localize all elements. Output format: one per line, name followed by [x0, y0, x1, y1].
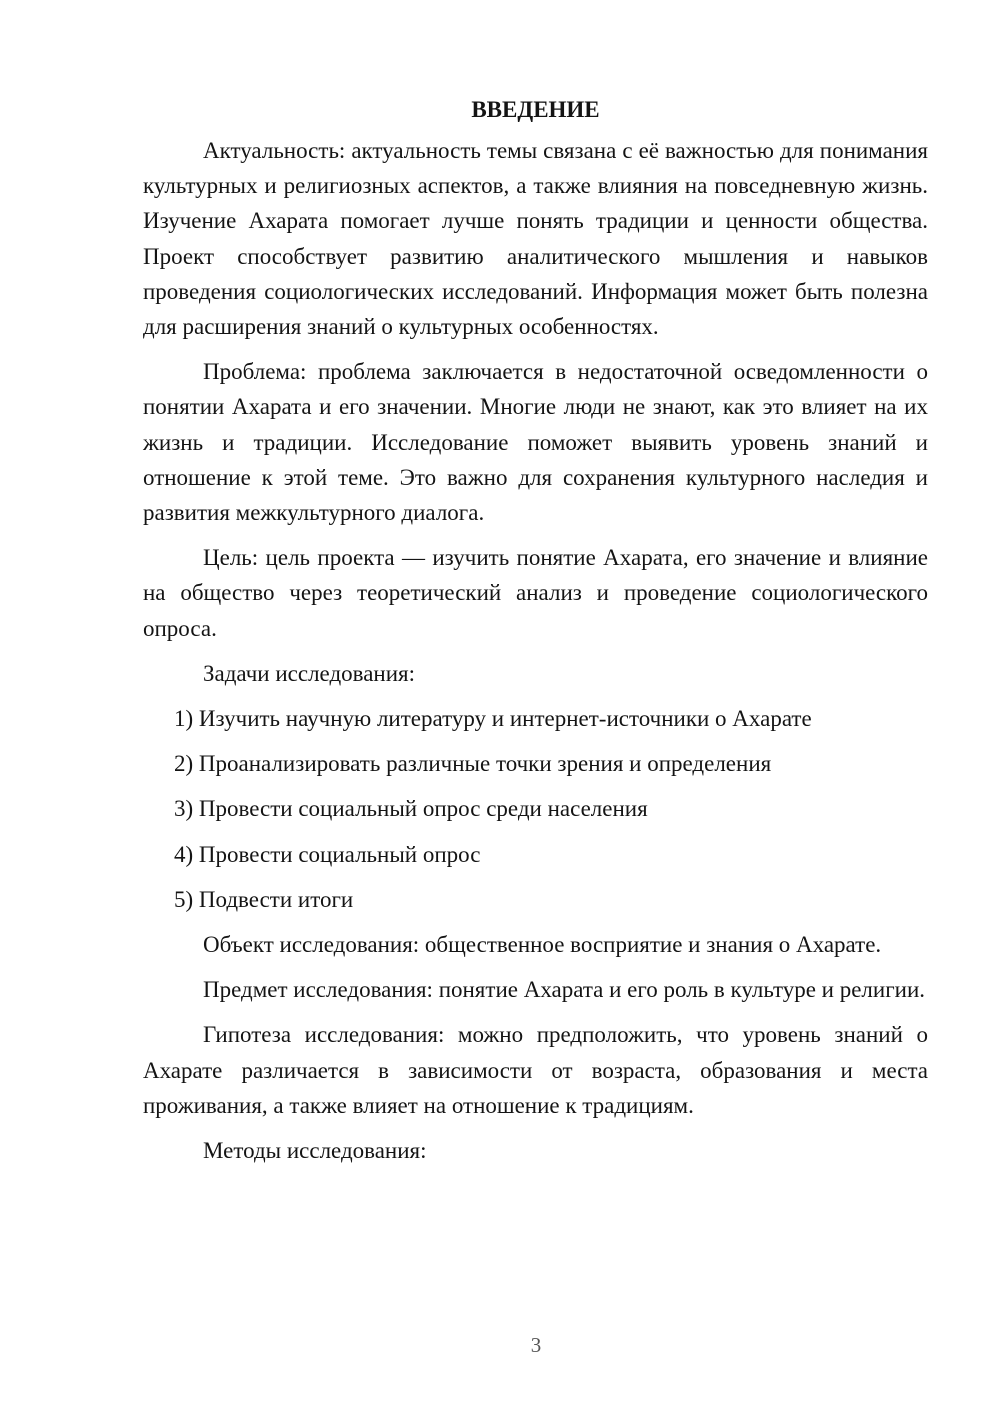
- task-item: 5) Подвести итоги: [174, 886, 354, 912]
- tasks-title: Задачи исследования:: [203, 660, 416, 686]
- task-item: 2) Проанализировать различные точки зрения и определения: [174, 751, 772, 777]
- problem-paragraph: Проблема: проблема заключается в недостаточной осведомленности о понятии Ахарата и его значении. Многие люди не знают, как это влияет на их жизнь и традиции. Исследование поможет выявить уровень знаний и отношение к этой теме. Это важно для сохранения культурного наследия и развития межкультурного диалога.: [143, 359, 928, 526]
- relevance-paragraph: Актуальность: актуальность темы связана с её важностью для понимания культурных и религиозных аспектов, а также влияния на повседневную жизнь. Изучение Ахарата помогает лучше понять традиции и ценности общества. Проект способствует развитию аналитического мышления и навыков проведения социологических исследований. Информация может быть полезна для расширения знаний о культурных особенностях.: [143, 138, 928, 340]
- page-number: 3: [530, 1333, 542, 1357]
- methods-title: Методы исследования:: [203, 1138, 427, 1164]
- section-heading: ВВЕДЕНИЕ: [471, 97, 600, 122]
- goal-paragraph: Цель: цель проекта — изучить понятие Ахарата, его значение и влияние на общество через теоретический анализ и проведение социологического опроса.: [143, 545, 928, 641]
- subject-paragraph: Предмет исследования: понятие Ахарата и его роль в культуре и религии.: [203, 977, 926, 1003]
- task-item: 3) Провести социальный опрос среди населения: [174, 796, 648, 822]
- hypothesis-paragraph: Гипотеза исследования: можно предположить, что уровень знаний о Ахарате различается в зависимости от возраста, образования и места проживания, а также влияет на отношение к традициям.: [143, 1022, 928, 1118]
- object-paragraph: Объект исследования: общественное восприятие и знания о Ахарате.: [203, 932, 882, 958]
- task-item: 4) Провести социальный опрос: [174, 841, 481, 867]
- task-item: 1) Изучить научную литературу и интернет-источники о Ахарате: [174, 706, 812, 732]
- document-page: [143, 92, 928, 1178]
- tasks-list: [143, 701, 928, 917]
